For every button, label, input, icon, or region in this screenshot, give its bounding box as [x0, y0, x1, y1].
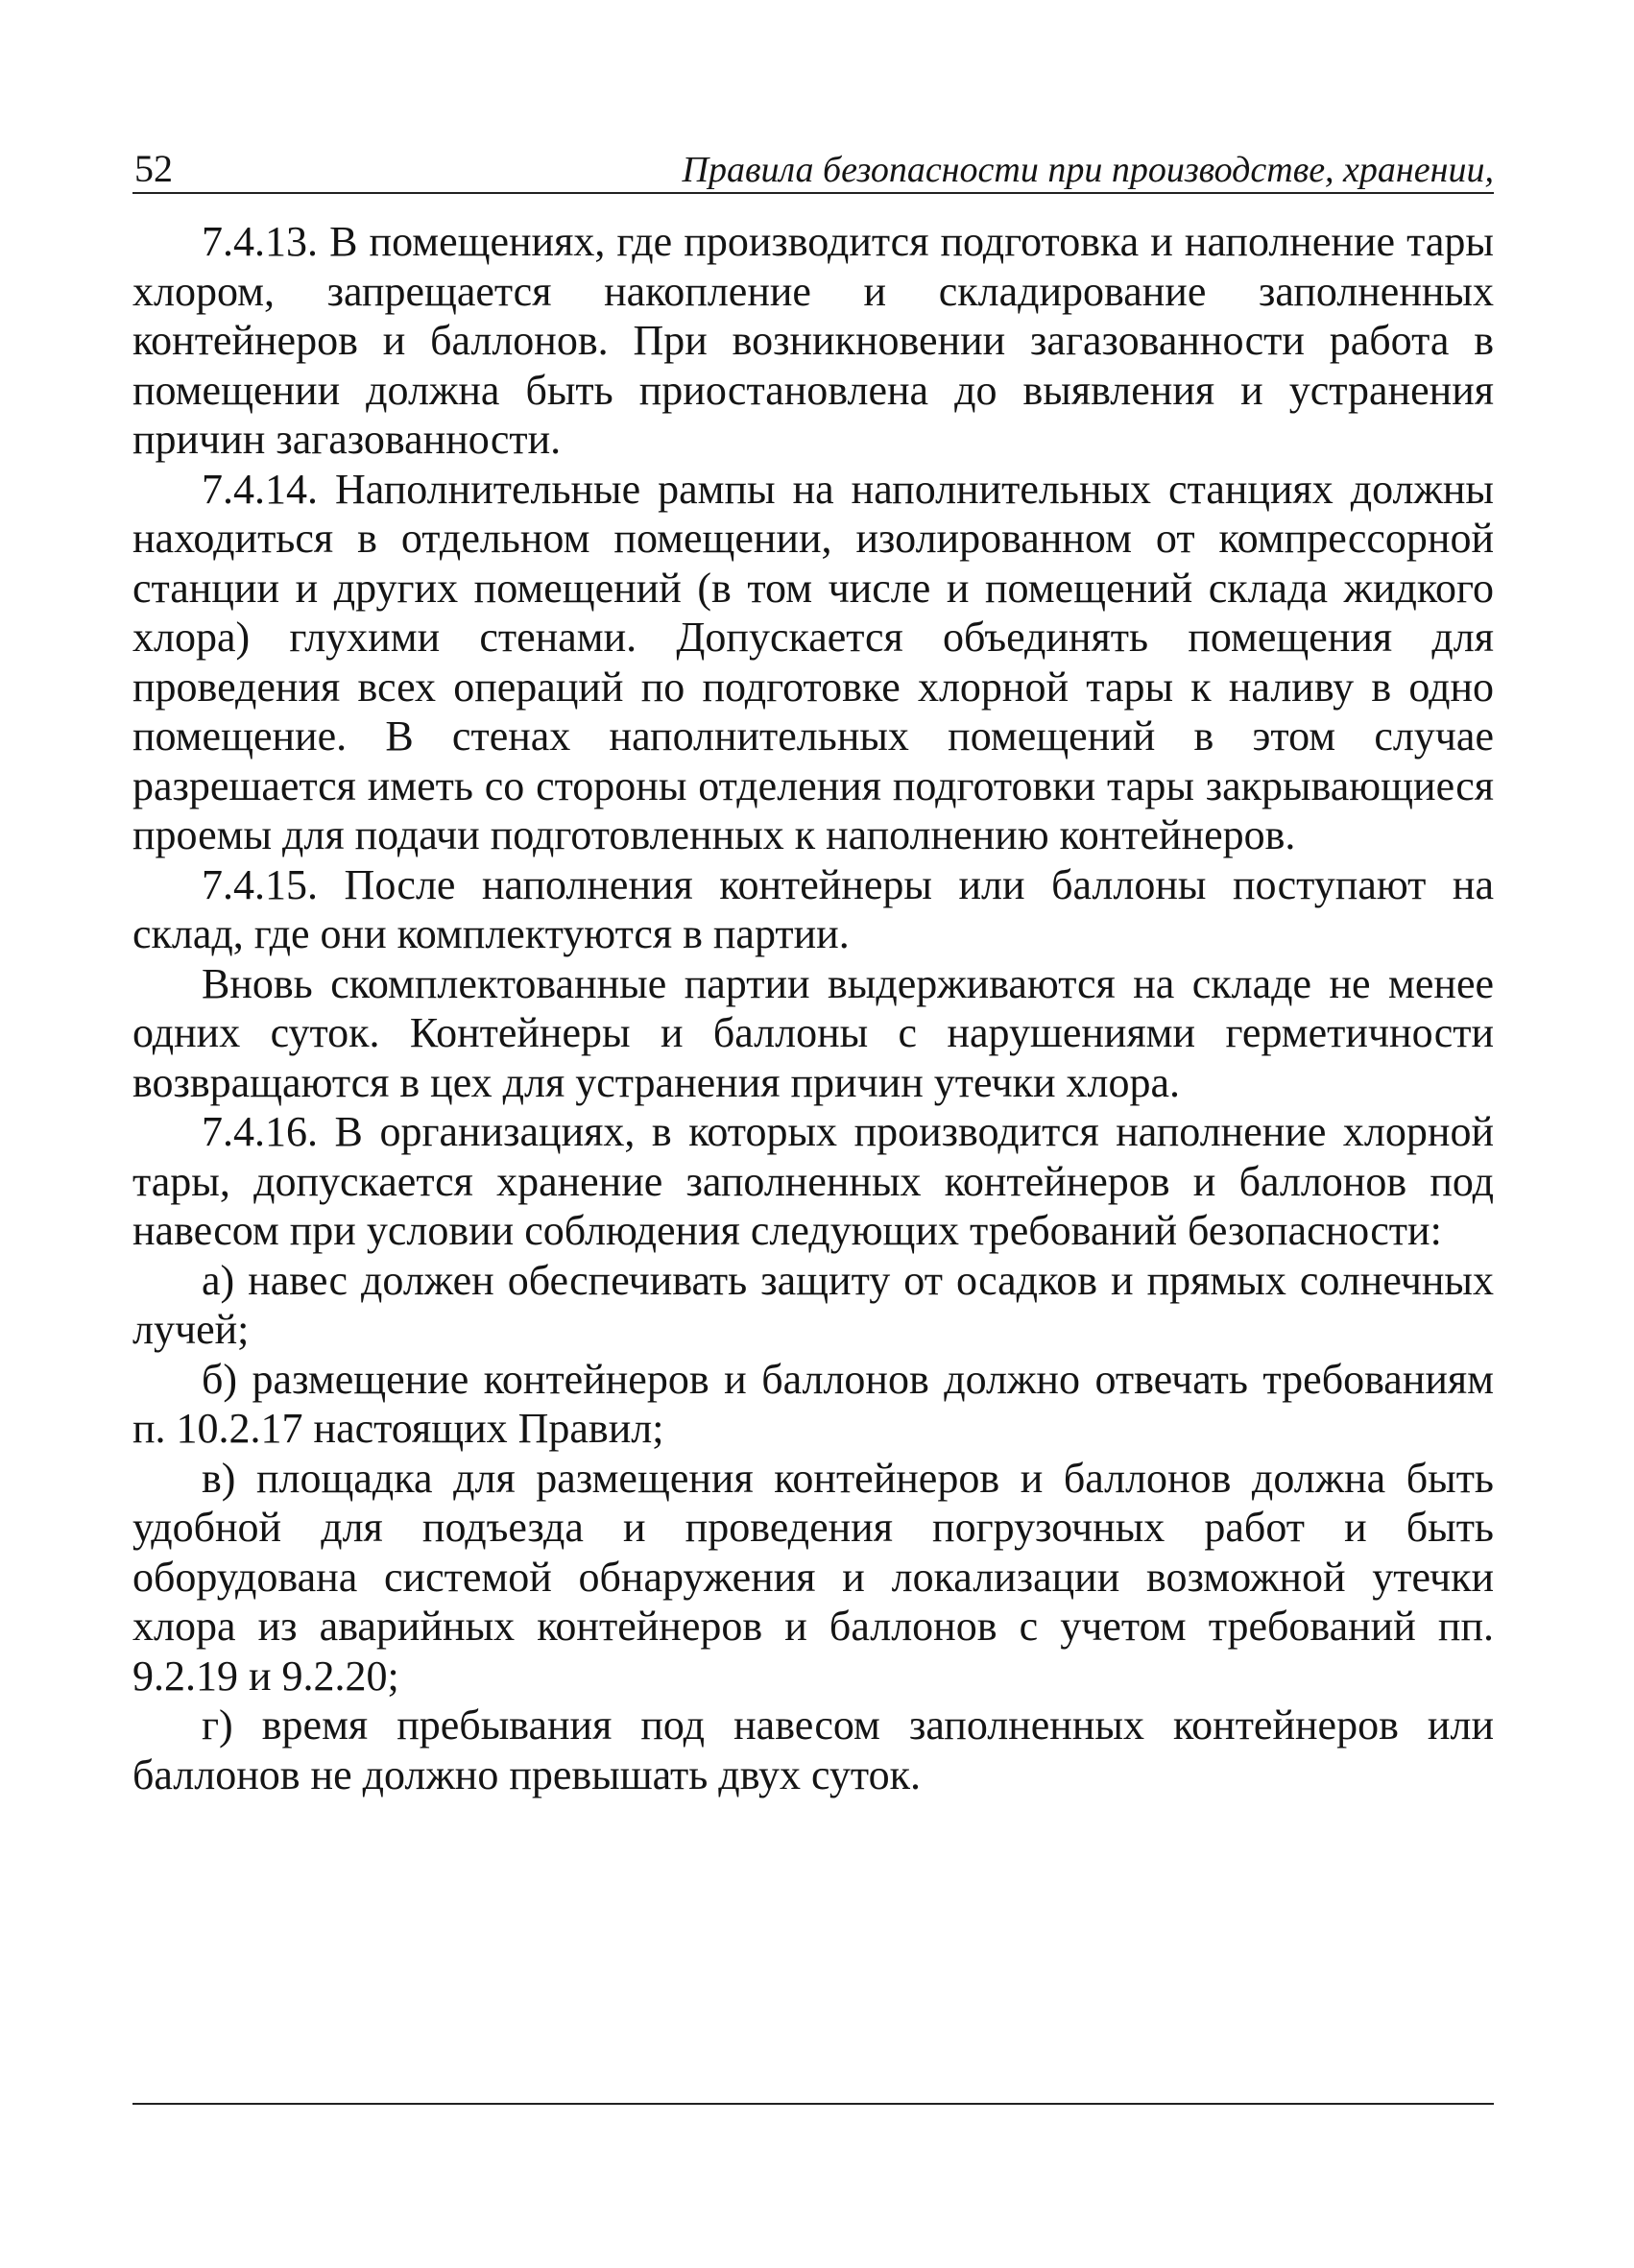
running-title: Правила безопасности при производстве, хранении, [682, 150, 1494, 190]
footer-rule [132, 2103, 1494, 2105]
document-page [132, 133, 1494, 1799]
list-item-v: в) площадка для размещения контейнеров и баллонов должна быть удобной для подъезда и проведения погрузочных работ и быть оборудована системой обнаружения и локализации возможной утечки хлора из аварийных контейнеров и баллонов с учетом требований пп. 9.2.19 и 9.2.20; [132, 1454, 1494, 1700]
paragraph-batches: Вновь скомплектованные партии выдерживаются на складе не менее одних суток. Контейнеры и баллоны с нарушениями герметичности возвращаются в цех для устранения причин утечки хлора. [132, 959, 1494, 1106]
paragraph-7-4-15: 7.4.15. После наполнения контейнеры или баллоны поступают на склад, где они комплектуются в партии. [132, 860, 1494, 957]
paragraph-7-4-13: 7.4.13. В помещениях, где производится подготовка и наполнение тары хлором, запрещается накопление и складирование заполненных контейнеров и баллонов. При возникновении загазованности работа в помещении должна быть приостановлена до выявления и устранения причин загазованности. [132, 218, 1494, 463]
paragraph-7-4-16: 7.4.16. В организациях, в которых производится наполнение хлорной тары, допускается хранение заполненных контейнеров и баллонов под навесом при условии соблюдения следующих требований безопасности: [132, 1108, 1494, 1254]
list-item-a: а) навес должен обеспечивать защиту от осадков и прямых солнечных лучей; [132, 1256, 1494, 1353]
body-text [132, 217, 1494, 1799]
list-item-g: г) время пребывания под навесом заполненных контейнеров или баллонов не должно превышать двух суток. [132, 1701, 1494, 1798]
running-header [132, 133, 1494, 194]
page-number: 52 [134, 147, 173, 190]
paragraph-7-4-14: 7.4.14. Наполнительные рампы на наполнительных станциях должны находиться в отдельном помещении, изолированном от компрессорной станции и других помещений (в том числе и помещений склада жидкого хлора) глухими стенами. Допускается объединять помещения для проведения всех операций по подготовке хлорной тары к наливу в одно помещение. В стенах наполнительных помещений в этом случае разрешается иметь со стороны отделения подготовки тары закрывающиеся проемы для подачи подготовленных к наполнению контейнеров. [132, 465, 1494, 858]
list-item-b: б) размещение контейнеров и баллонов должно отвечать требованиям п. 10.2.17 настоящих Правил; [132, 1355, 1494, 1452]
